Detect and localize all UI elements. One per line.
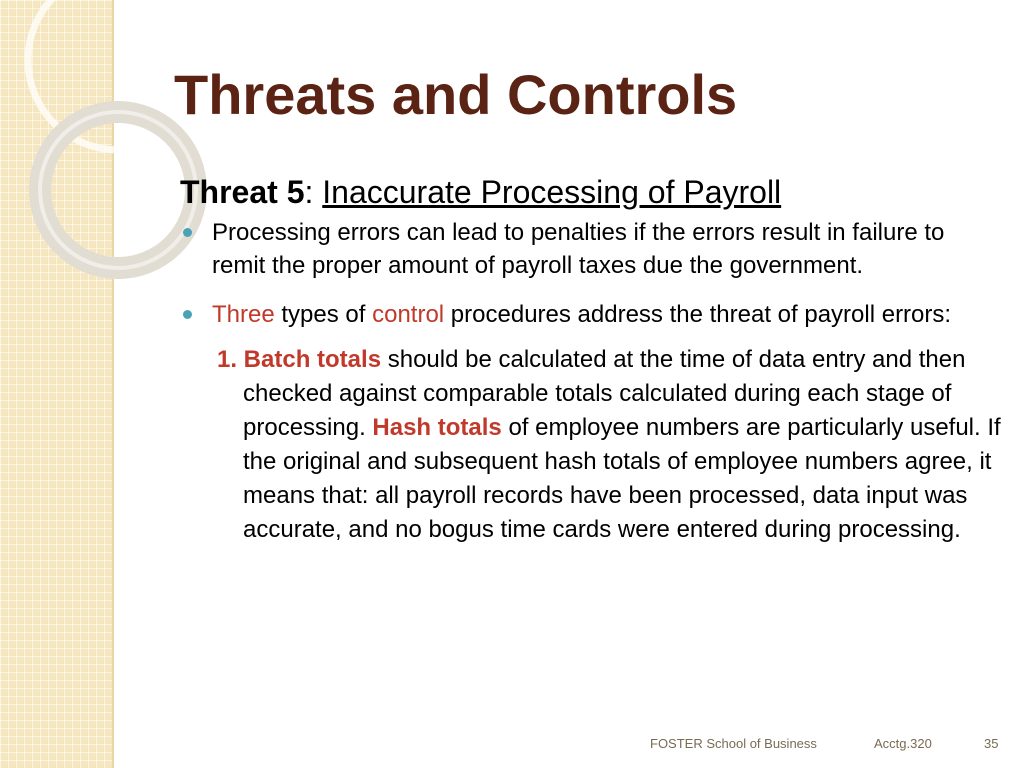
slide-title: Threats and Controls xyxy=(174,63,738,126)
footer-page-number: 35 xyxy=(984,736,999,751)
bullet-item xyxy=(180,298,1000,331)
bullet-dot-icon xyxy=(183,310,192,319)
hash-totals-heading: Hash totals xyxy=(372,414,502,441)
decorative-ring-bottom-highlight xyxy=(40,112,196,268)
bullet-text: Processing errors can lead to penalties if the errors result in failure to remit the proper amount of payroll taxes due the government. xyxy=(212,219,945,279)
bullet-item xyxy=(180,216,1000,282)
bullet-text-part: types of xyxy=(274,301,373,328)
threat-heading xyxy=(180,170,1000,214)
highlight-three: Three xyxy=(212,301,275,328)
numbered-item-1 xyxy=(217,343,1003,547)
item-text-part: of employee numbers are particularly useful. If the original and subsequent hash totals of employee numbers agree, it means that: all payroll records have been processed, data input was accurate, and no bogus time cards were entered during processing. xyxy=(243,414,1001,543)
threat-subject: Inaccurate Processing of Payroll xyxy=(322,174,782,210)
bullet-text-part: procedures address the threat of payroll errors: xyxy=(444,301,952,328)
item-text-part: should be calculated at the time of data entry and then checked against comparable totals calculated during each stage of processing. xyxy=(243,346,966,441)
footer-course: Acctg.320 xyxy=(874,736,932,751)
batch-totals-heading: 1. Batch totals xyxy=(217,346,382,373)
bullet-dot-icon xyxy=(183,228,192,237)
threat-separator: : xyxy=(304,174,323,210)
slide-body xyxy=(180,170,1000,547)
footer-school: FOSTER School of Business xyxy=(650,736,817,751)
highlight-control: control xyxy=(372,301,445,328)
threat-label: Threat 5 xyxy=(180,174,305,210)
